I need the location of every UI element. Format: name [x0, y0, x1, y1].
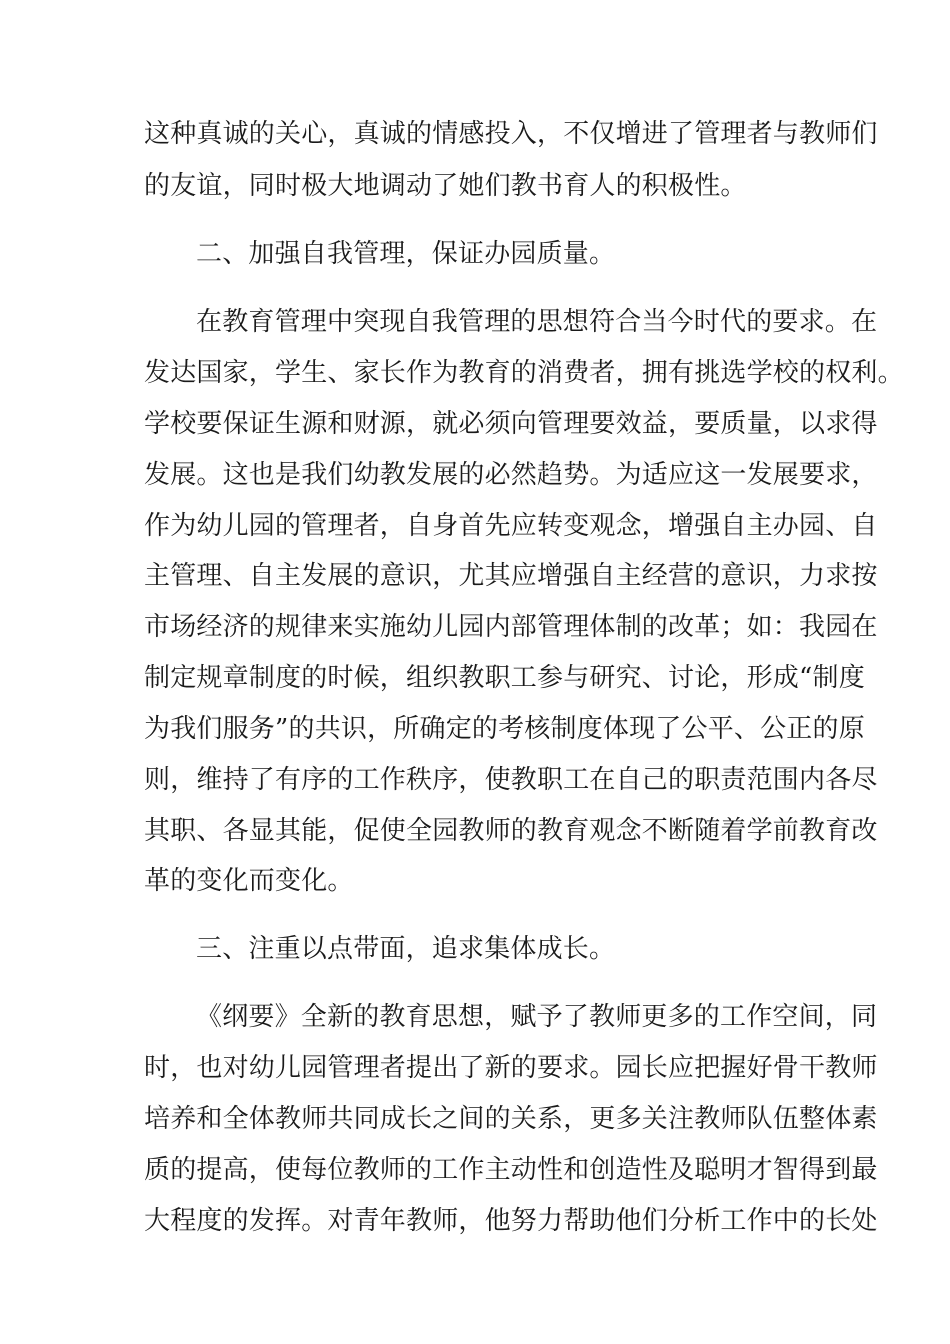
text-line: 革的变化而变化。	[144, 866, 354, 896]
text-line: 作为幼儿园的管理者，自身首先应转变观念，增强自主办园、自	[144, 511, 878, 541]
text-line: 其职、各显其能，促使全园教师的教育观念不断随着学前教育改	[144, 816, 878, 846]
text-line: 的友谊，同时极大地调动了她们教书育人的积极性。	[144, 171, 747, 201]
text-line: 《纲要》全新的教育思想，赋予了教师更多的工作空间，同	[196, 1002, 878, 1032]
section-heading: 三、注重以点带面，追求集体成长。	[196, 934, 616, 964]
text-line: 发展。这也是我们幼教发展的必然趋势。为适应这一发展要求，	[144, 460, 878, 490]
text-line: 培养和全体教师共同成长之间的关系，更多关注教师队伍整体素	[144, 1104, 878, 1134]
text-line: 为我们服务”的共识，所确定的考核制度体现了公平、公正的原	[144, 714, 865, 744]
text-line: 时，也对幼儿园管理者提出了新的要求。园长应把握好骨干教师	[144, 1053, 878, 1083]
text-line: 市场经济的规律来实施幼儿园内部管理体制的改革；如：我园在	[144, 612, 878, 642]
text-line: 则，维持了有序的工作秩序，使教职工在自己的职责范围内各尽	[144, 765, 878, 795]
text-line: 在教育管理中突现自我管理的思想符合当今时代的要求。在	[196, 307, 878, 337]
text-line: 学校要保证生源和财源，就必须向管理要效益，要质量，以求得	[144, 409, 878, 439]
text-line: 主管理、自主发展的意识，尤其应增强自主经营的意识，力求按	[144, 561, 878, 591]
text-line: 制定规章制度的时候，组织教职工参与研究、讨论，形成“制度	[144, 663, 865, 693]
text-line: 发达国家，学生、家长作为教育的消费者，拥有挑选学校的权利。	[144, 358, 904, 388]
text-line: 大程度的发挥。对青年教师，他努力帮助他们分析工作中的长处	[144, 1206, 878, 1236]
section-heading: 二、加强自我管理，保证办园质量。	[196, 239, 616, 269]
text-line: 这种真诚的关心，真诚的情感投入，不仅增进了管理者与教师们	[144, 119, 878, 149]
text-line: 质的提高，使每位教师的工作主动性和创造性及聪明才智得到最	[144, 1155, 878, 1185]
